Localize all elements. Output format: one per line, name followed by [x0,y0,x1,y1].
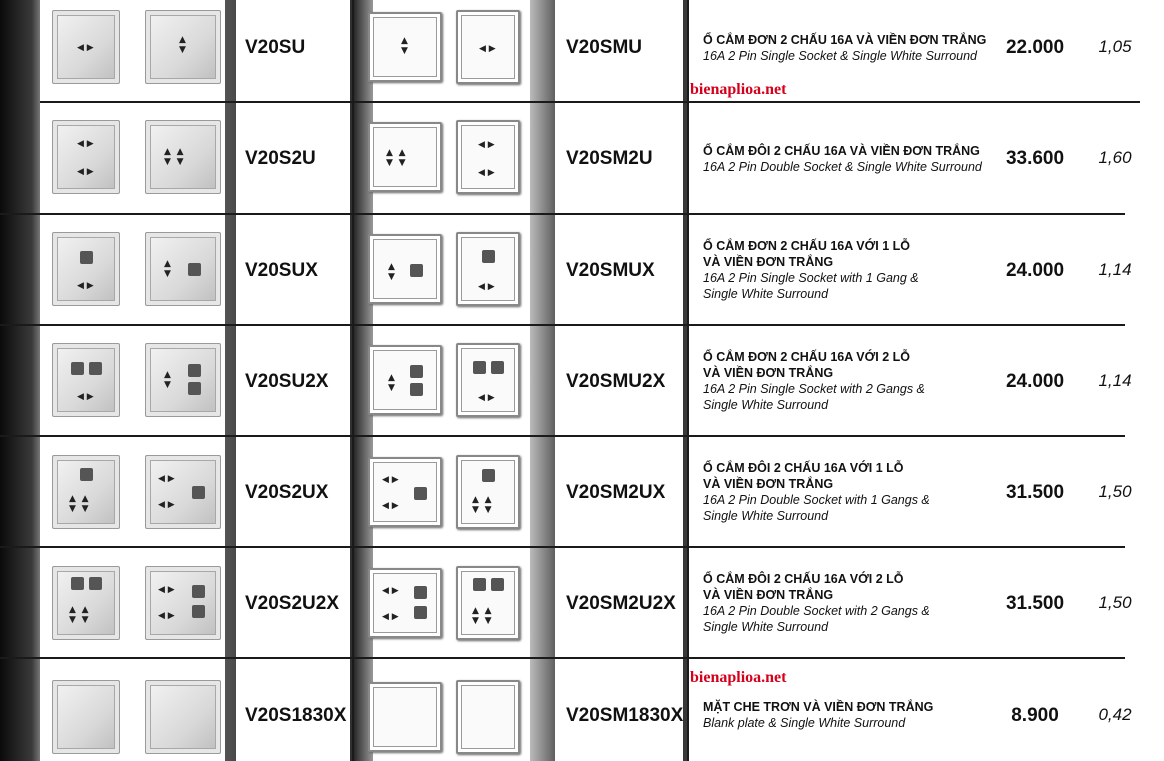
product-image: ▲ ▲ ▼ ▼ [456,566,520,640]
weight: 1,50 [1098,593,1132,612]
desc-vi: MẶT CHE TRƠN VÀ VIỀN ĐƠN TRẮNG [703,700,934,714]
product-image: ▲ ▲ ▼ ▼ [368,122,442,192]
code-m: V20SM1830X [566,705,684,726]
product-image: ▲ ▲ ▼ ▼ [52,455,120,529]
code-u: V20SU2X [245,371,329,392]
row-line [0,657,1125,659]
description [703,349,993,413]
code-m: V20SM2UX [566,482,666,503]
desc-en: 16A 2 Pin Double Socket with 2 Gangs & [703,604,930,618]
description [703,32,993,64]
product-image: ▲ ▼ [368,345,442,415]
weight: 1,14 [1098,371,1132,390]
product-image: ▲ ▼ [145,343,221,417]
watermark: bienaplioa.net [690,81,787,98]
desc-en: 16A 2 Pin Double Socket with 1 Gangs & [703,493,930,507]
weight: 0,42 [1098,705,1132,724]
desc-vi: Ổ CẮM ĐƠN 2 CHẤU 16A VỚI 1 LỖ [703,239,911,253]
product-image [368,682,442,752]
watermark: bienaplioa.net [690,669,787,686]
row-line [0,324,1125,326]
price: 24.000 [1005,371,1065,392]
product-image: ▲ ▲ ▼ ▼ [52,566,120,640]
product-image [52,680,120,754]
desc-vi: VÀ VIỀN ĐƠN TRẮNG [703,255,834,269]
product-image: ▲ ▲ ▼ ▼ [456,455,520,529]
product-image: ◀ ▶ [52,10,120,84]
desc-vi: Ổ CẮM ĐƠN 2 CHẤU 16A VỚI 2 LỖ [703,350,911,364]
price: 31.500 [1005,593,1065,614]
weight: 1,60 [1098,148,1132,167]
desc-vi: VÀ VIỀN ĐƠN TRẮNG [703,477,834,491]
code-m: V20SMUX [566,260,655,281]
desc-vi: Ổ CẮM ĐƠN 2 CHẤU 16A VÀ VIỀN ĐƠN TRẮNG [703,33,987,47]
desc-en: 16A 2 Pin Single Socket & Single White Surround [703,49,977,63]
product-image: ◀ ▶ ◀ ▶ [456,120,520,194]
product-image: ▲ ▼ [368,234,442,304]
product-image: ◀ ▶ ◀ ▶ [52,120,120,194]
code-u: V20S2UX [245,482,329,503]
desc-vi: Ổ CẮM ĐÔI 2 CHẤU 16A VỚI 1 LỖ [703,461,904,475]
code-m: V20SMU2X [566,371,666,392]
product-image: ◀ ▶ [52,232,120,306]
product-image [456,680,520,754]
description [703,699,993,731]
desc-en: Blank plate & Single White Surround [703,716,906,730]
product-image [145,680,221,754]
product-image: ◀ ▶ ◀ ▶ [368,457,442,527]
product-image: ◀ ▶ ◀ ▶ [145,455,221,529]
product-image: ◀ ▶ [456,343,520,417]
code-u: V20S2U [245,148,316,169]
desc-en: 16A 2 Pin Single Socket with 2 Gangs & [703,382,925,396]
product-image: ◀ ▶ [456,10,520,84]
description [703,143,993,175]
weight: 1,05 [1098,37,1132,56]
code-m: V20SMU [566,37,643,58]
code-u: V20SUX [245,260,318,281]
desc-en: Single White Surround [703,509,829,523]
price: 31.500 [1005,482,1065,503]
row-line [0,435,1125,437]
description [703,238,993,302]
desc-en: Single White Surround [703,287,829,301]
code-m: V20SM2U [566,148,653,169]
divider-2 [687,0,689,761]
code-u: V20S2U2X [245,593,340,614]
product-image: ▲ ▼ [145,10,221,84]
price: 33.600 [1005,148,1065,169]
desc-vi: Ổ CẮM ĐÔI 2 CHẤU 16A VỚI 2 LỖ [703,572,904,586]
desc-en: Single White Surround [703,398,829,412]
price: 24.000 [1005,260,1065,281]
row-line [40,101,1140,103]
row-line [0,213,1125,215]
code-u: V20S1830X [245,705,347,726]
desc-en: Single White Surround [703,620,829,634]
description [703,571,993,635]
product-image: ◀ ▶ [52,343,120,417]
desc-vi: Ổ CẮM ĐÔI 2 CHẤU 16A VÀ VIỀN ĐƠN TRẮNG [703,144,980,158]
product-image: ▲ ▲ ▼ ▼ [145,120,221,194]
product-image: ◀ ▶ ◀ ▶ [368,568,442,638]
code-m: V20SM2U2X [566,593,676,614]
desc-vi: VÀ VIỀN ĐƠN TRẮNG [703,366,834,380]
price: 8.900 [1011,705,1059,726]
price: 22.000 [1005,37,1065,58]
desc-en: 16A 2 Pin Double Socket & Single White Surround [703,160,982,174]
dark-band-left [0,0,40,761]
product-image: ▲ ▼ [368,12,442,82]
desc-vi: VÀ VIỀN ĐƠN TRẮNG [703,588,834,602]
weight: 1,14 [1098,260,1132,279]
desc-en: 16A 2 Pin Single Socket with 1 Gang & [703,271,919,285]
product-image: ◀ ▶ ◀ ▶ [145,566,221,640]
divider-1 [352,0,354,761]
description [703,460,993,524]
weight: 1,50 [1098,482,1132,501]
product-image: ▲ ▼ [145,232,221,306]
product-image: ◀ ▶ [456,232,520,306]
row-line [0,546,1125,548]
code-u: V20SU [245,37,306,58]
